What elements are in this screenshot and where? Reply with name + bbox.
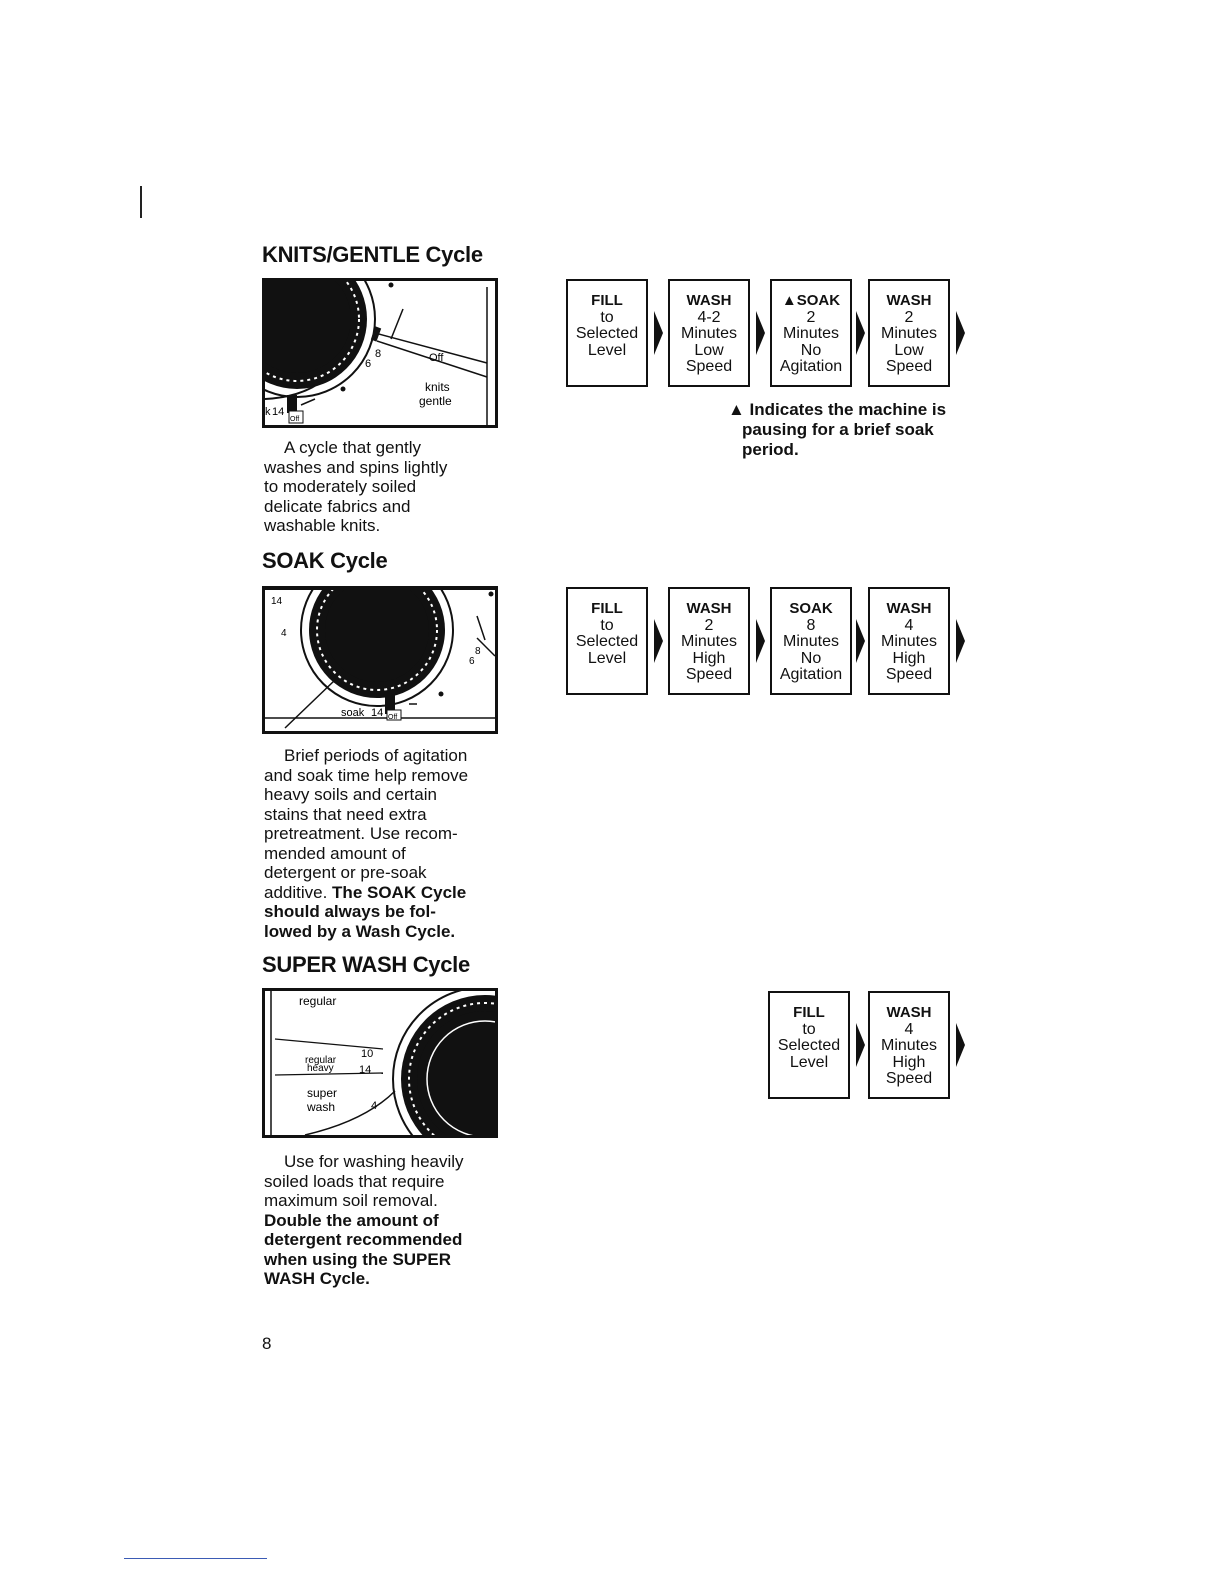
flow-arrow-icon bbox=[756, 311, 765, 355]
soak-dial-illustration bbox=[262, 586, 498, 734]
knits-step-soak: ▲SOAK 2 Minutes No Agitation bbox=[770, 279, 852, 387]
super-dial-super: super bbox=[307, 1086, 338, 1100]
dial-tick-14: 14 bbox=[272, 406, 285, 418]
soak-step-wash-2: WASH 4 Minutes High Speed bbox=[868, 587, 950, 695]
flow-arrow-icon bbox=[856, 311, 865, 355]
flow-arrow-icon bbox=[956, 311, 965, 355]
soak-step-fill: FILL to Selected Level bbox=[566, 587, 648, 695]
super-dial-tick-10: 10 bbox=[361, 1048, 374, 1060]
flow-arrow-icon bbox=[756, 619, 765, 663]
knits-gentle-dial-illustration bbox=[262, 278, 498, 428]
knits-step-fill: FILL to Selected Level bbox=[566, 279, 648, 387]
dial-tick-8: 8 bbox=[375, 348, 382, 360]
super-step-wash: WASH 4 Minutes High Speed bbox=[868, 991, 950, 1099]
dial-tick-6: 6 bbox=[365, 358, 372, 370]
knits-gentle-description: A cycle that gently washes and spins lightly to moderately soiled delicate fabrics and washable knits. bbox=[264, 438, 448, 535]
soak-dial-label: soak bbox=[341, 707, 365, 719]
flow-arrow-icon bbox=[956, 619, 965, 663]
bottom-rule bbox=[124, 1558, 267, 1559]
margin-rule bbox=[140, 186, 142, 218]
dial-off-small: Off bbox=[290, 416, 300, 423]
super-wash-dial-illustration bbox=[262, 988, 498, 1138]
soak-heading: SOAK Cycle bbox=[262, 548, 388, 573]
super-dial-top-label: regular bbox=[299, 994, 337, 1008]
dial-off-label: Off bbox=[429, 352, 444, 364]
knits-gentle-heading: KNITS/GENTLE Cycle bbox=[262, 242, 483, 267]
super-dial-wash: wash bbox=[307, 1100, 336, 1114]
flow-arrow-icon bbox=[654, 311, 663, 355]
soak-description: Brief periods of agitation and soak time help remove heavy soils and certain stains that need extra pretreatment. Use recom- mended amount of detergent or pre-soak additive. The SOAK Cycle should always be fol- lowed by a Wash Cycle. bbox=[264, 746, 469, 941]
soak-pause-note: ▲ Indicates the machine is pausing for a brief soak period. bbox=[728, 400, 947, 459]
dial-knits-label: knits bbox=[425, 380, 450, 394]
flow-arrow-icon bbox=[654, 619, 663, 663]
flow-arrow-icon bbox=[856, 619, 865, 663]
page-number: 8 bbox=[262, 1334, 272, 1353]
super-wash-heading: SUPER WASH Cycle bbox=[262, 952, 470, 977]
super-wash-description: Use for washing heavily soiled loads that require maximum soil removal. Double the amount of detergent recommended when using the SUPER WASH Cycle. bbox=[264, 1152, 464, 1288]
soak-dial-tick-6: 6 bbox=[469, 656, 475, 667]
super-dial-regular: regular bbox=[305, 1055, 337, 1066]
knits-step-wash-2: WASH 2 Minutes Low Speed bbox=[868, 279, 950, 387]
soak-step-soak: SOAK 8 Minutes No Agitation bbox=[770, 587, 852, 695]
soak-dial-tick-8: 8 bbox=[475, 646, 481, 657]
soak-step-wash-1: WASH 2 Minutes High Speed bbox=[668, 587, 750, 695]
super-dial-heavy: heavy bbox=[307, 1063, 334, 1074]
knits-step-wash-1: WASH 4-2 Minutes Low Speed bbox=[668, 279, 750, 387]
soak-dial-tick-14b: 14 bbox=[371, 707, 384, 719]
super-dial-tick-14: 14 bbox=[359, 1064, 372, 1076]
dial-gentle-label: gentle bbox=[419, 394, 452, 408]
dial-prefix-label: k bbox=[265, 406, 271, 418]
soak-dial-off-small: Off bbox=[388, 714, 398, 721]
soak-dial-tick-14: 14 bbox=[271, 596, 283, 607]
super-step-fill: FILL to Selected Level bbox=[768, 991, 850, 1099]
flow-arrow-icon bbox=[856, 1023, 865, 1067]
super-dial-tick-4: 4 bbox=[371, 1100, 378, 1112]
flow-arrow-icon bbox=[956, 1023, 965, 1067]
soak-dial-tick-4: 4 bbox=[281, 628, 287, 639]
